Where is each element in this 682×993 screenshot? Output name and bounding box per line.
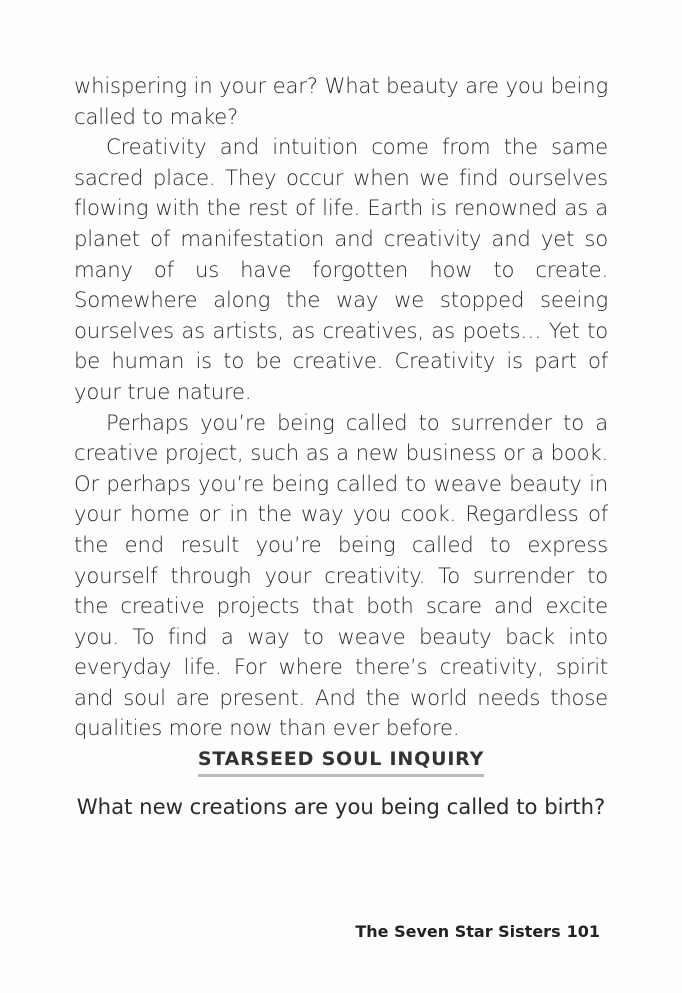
inquiry-question: What new creations are you being called to birth? [76, 794, 606, 819]
page-number: 101 [566, 922, 600, 941]
page-body [74, 71, 608, 744]
inquiry-heading: STARSEED SOUL INQUIRY [198, 748, 484, 777]
inquiry-section [0, 748, 682, 777]
paragraph-surrender-creative-project: Perhaps you’re being called to surrender to a creative project, such as a new business or a book. Or perhaps you’re being called to weave beauty in your home or in the way you cook. Regardless of the end result you’re being called to express yourself through your creativity. To surrender to the creative projects that both scare and excite you. To find a way to weave beauty back into everyday life. For where there’s creativity, spirit and soul are present. And the world needs those qualities more now than ever before. [74, 409, 608, 741]
page-footer [355, 922, 600, 941]
paragraph-continuation: whispering in your ear? What beauty are you being called to make? [74, 73, 608, 129]
paragraph-creativity-intuition: Creativity and intuition come from the same sacred place. They occur when we find ourselves flowing with the rest of life. Earth is renowned as a planet of manifestation and creativity and yet so many of us have forgotten how to create. Somewhere along the way we stopped seeing ourselves as artists, as creatives, as poets… Yet to be human is to be creative. Creativity is part of your true nature. [74, 134, 608, 404]
running-title: The Seven Star Sisters [355, 922, 561, 941]
